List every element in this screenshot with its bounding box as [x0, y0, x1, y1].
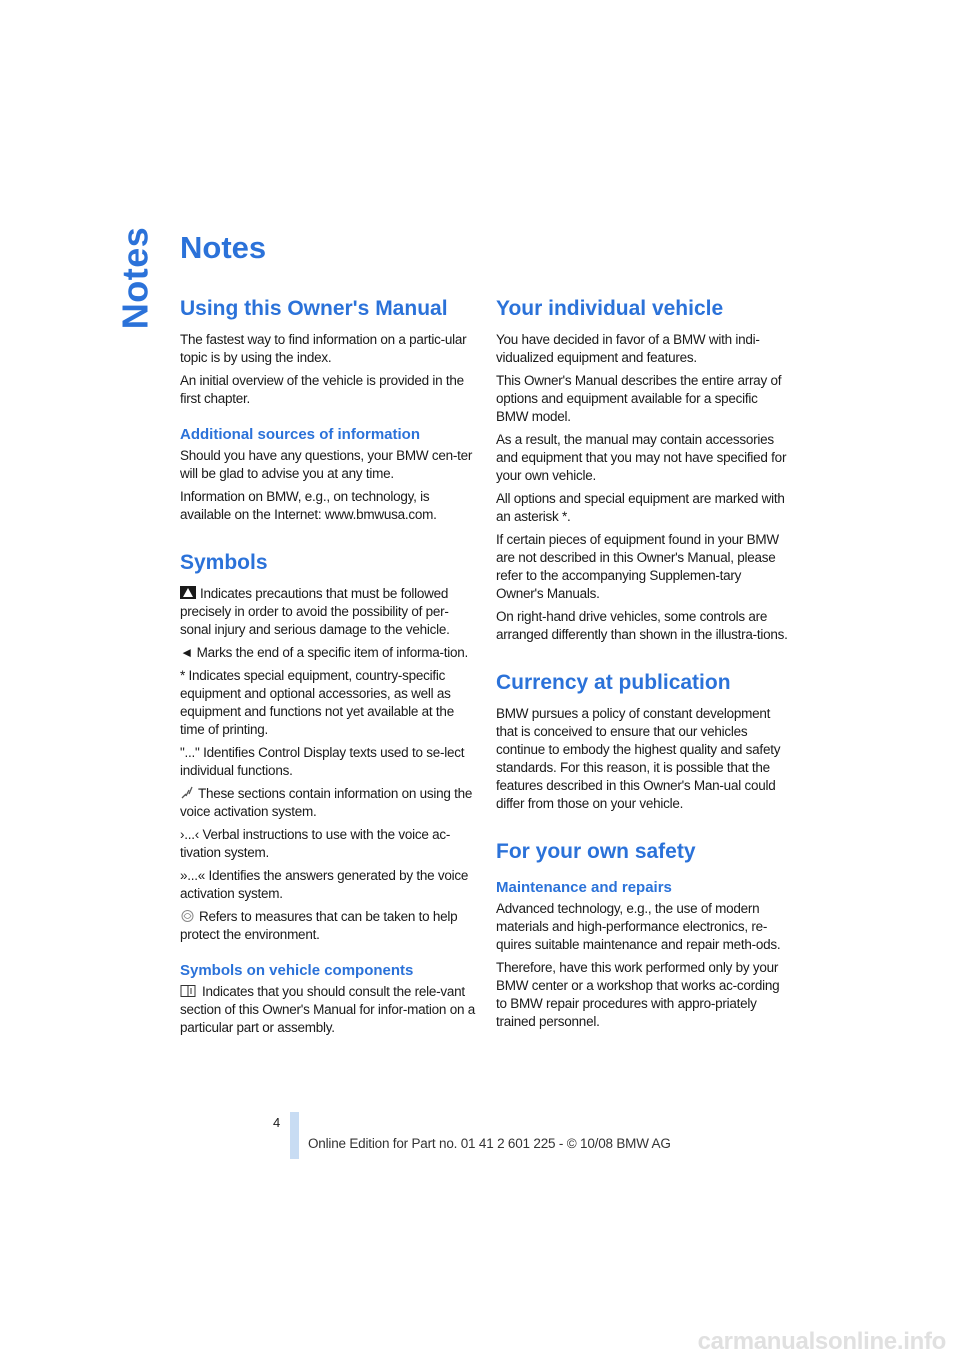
edition-footer: Online Edition for Part no. 01 41 2 601 225 - © 10/08 BMW AG	[308, 1136, 671, 1151]
symbol-voice-text: These sections contain information on using the voice activation system.	[180, 786, 473, 819]
paragraph: * Indicates special equipment, country-specific equipment and optional accessories, as well as equipment and functions not yet available at the time of printing.	[180, 668, 454, 737]
paragraph: Information on BMW, e.g., on technology, is available on the Internet: www.bmwusa.com.	[180, 489, 437, 522]
page-title: Notes	[180, 230, 267, 265]
paragraph: Should you have any questions, your BMW cen-ter will be glad to advise you at any time.	[180, 448, 473, 481]
side-chapter-label: Notes	[114, 226, 155, 330]
paragraph: All options and special equipment are marked with an asterisk *.	[496, 491, 785, 524]
symbol-consult-text: Indicates that you should consult the rele-vant section of this Owner's Manual for infor-mation on a particular part or assembly.	[180, 984, 475, 1035]
heading-own-safety: For your own safety	[496, 840, 696, 863]
paragraph: ›...‹ Verbal instructions to use with the voice ac-tivation system.	[180, 827, 451, 860]
paragraph: Therefore, have this work performed only by your BMW center or a workshop that works ac-cording to BMW repair procedures with appro-priately trained personnel.	[496, 960, 780, 1029]
warning-triangle-icon	[180, 586, 196, 599]
symbol-warning-entry	[180, 585, 475, 639]
paragraph: You have decided in favor of a BMW with indi-vidualized equipment and features.	[496, 332, 760, 365]
paragraph: »...« Identifies the answers generated by the voice activation system.	[180, 868, 469, 901]
heading-symbols: Symbols	[180, 551, 268, 574]
paragraph: As a result, the manual may contain accessories and equipment that you may not have specified for your own vehicle.	[496, 432, 787, 483]
heading-vehicle-components: Symbols on vehicle components	[180, 962, 414, 979]
heading-currency: Currency at publication	[496, 671, 731, 694]
side-chapter-tab	[110, 228, 160, 328]
page-number: 4	[273, 1115, 281, 1130]
heading-additional-sources: Additional sources of information	[180, 426, 421, 443]
symbol-consult-entry	[180, 983, 475, 1037]
symbol-environment-entry	[180, 908, 475, 944]
heading-individual-vehicle: Your individual vehicle	[496, 297, 724, 320]
paragraph: An initial overview of the vehicle is provided in the first chapter.	[180, 373, 464, 406]
voice-activation-icon	[180, 786, 194, 800]
symbol-voice-entry	[180, 785, 475, 821]
right-column	[496, 296, 791, 1036]
paragraph: BMW pursues a policy of constant development that is conceived to ensure that our vehicles continue to embody the highest quality and safety standards. For this reason, it is possible that the features described in this Owner's Man-ual could differ from those on your vehicle.	[496, 706, 781, 811]
footer-accent-bar	[290, 1112, 299, 1159]
paragraph: If certain pieces of equipment found in your BMW are not described in this Owner's Manual, please refer to the accompanying Supplemen-tary Owner's Manuals.	[496, 532, 779, 601]
book-manual-icon	[180, 984, 198, 998]
paragraph: ◄ Marks the end of a specific item of informa-tion.	[180, 645, 468, 660]
left-column	[180, 296, 475, 1042]
paragraph: "..." Identifies Control Display texts used to se-lect individual functions.	[180, 745, 465, 778]
paragraph: On right-hand drive vehicles, some controls are arranged differently than shown in the illustra-tions.	[496, 609, 788, 642]
paragraph: This Owner's Manual describes the entire array of options and equipment available for a specific BMW model.	[496, 373, 782, 424]
symbol-environment-text: Refers to measures that can be taken to help protect the environment.	[180, 909, 458, 942]
paragraph: Advanced technology, e.g., the use of modern materials and high-performance electronics, re-quires suitable maintenance and repair meth-ods.	[496, 901, 781, 952]
symbol-warning-text: Indicates precautions that must be followed precisely in order to avoid the possibility of per-sonal injury and serious damage to the vehicle.	[180, 586, 450, 637]
heading-maintenance: Maintenance and repairs	[496, 879, 672, 896]
watermark: carmanualsonline.info	[697, 1328, 946, 1355]
heading-using-manual: Using this Owner's Manual	[180, 297, 448, 320]
paragraph: The fastest way to find information on a partic-ular topic is by using the index.	[180, 332, 467, 365]
environment-icon	[180, 909, 195, 923]
